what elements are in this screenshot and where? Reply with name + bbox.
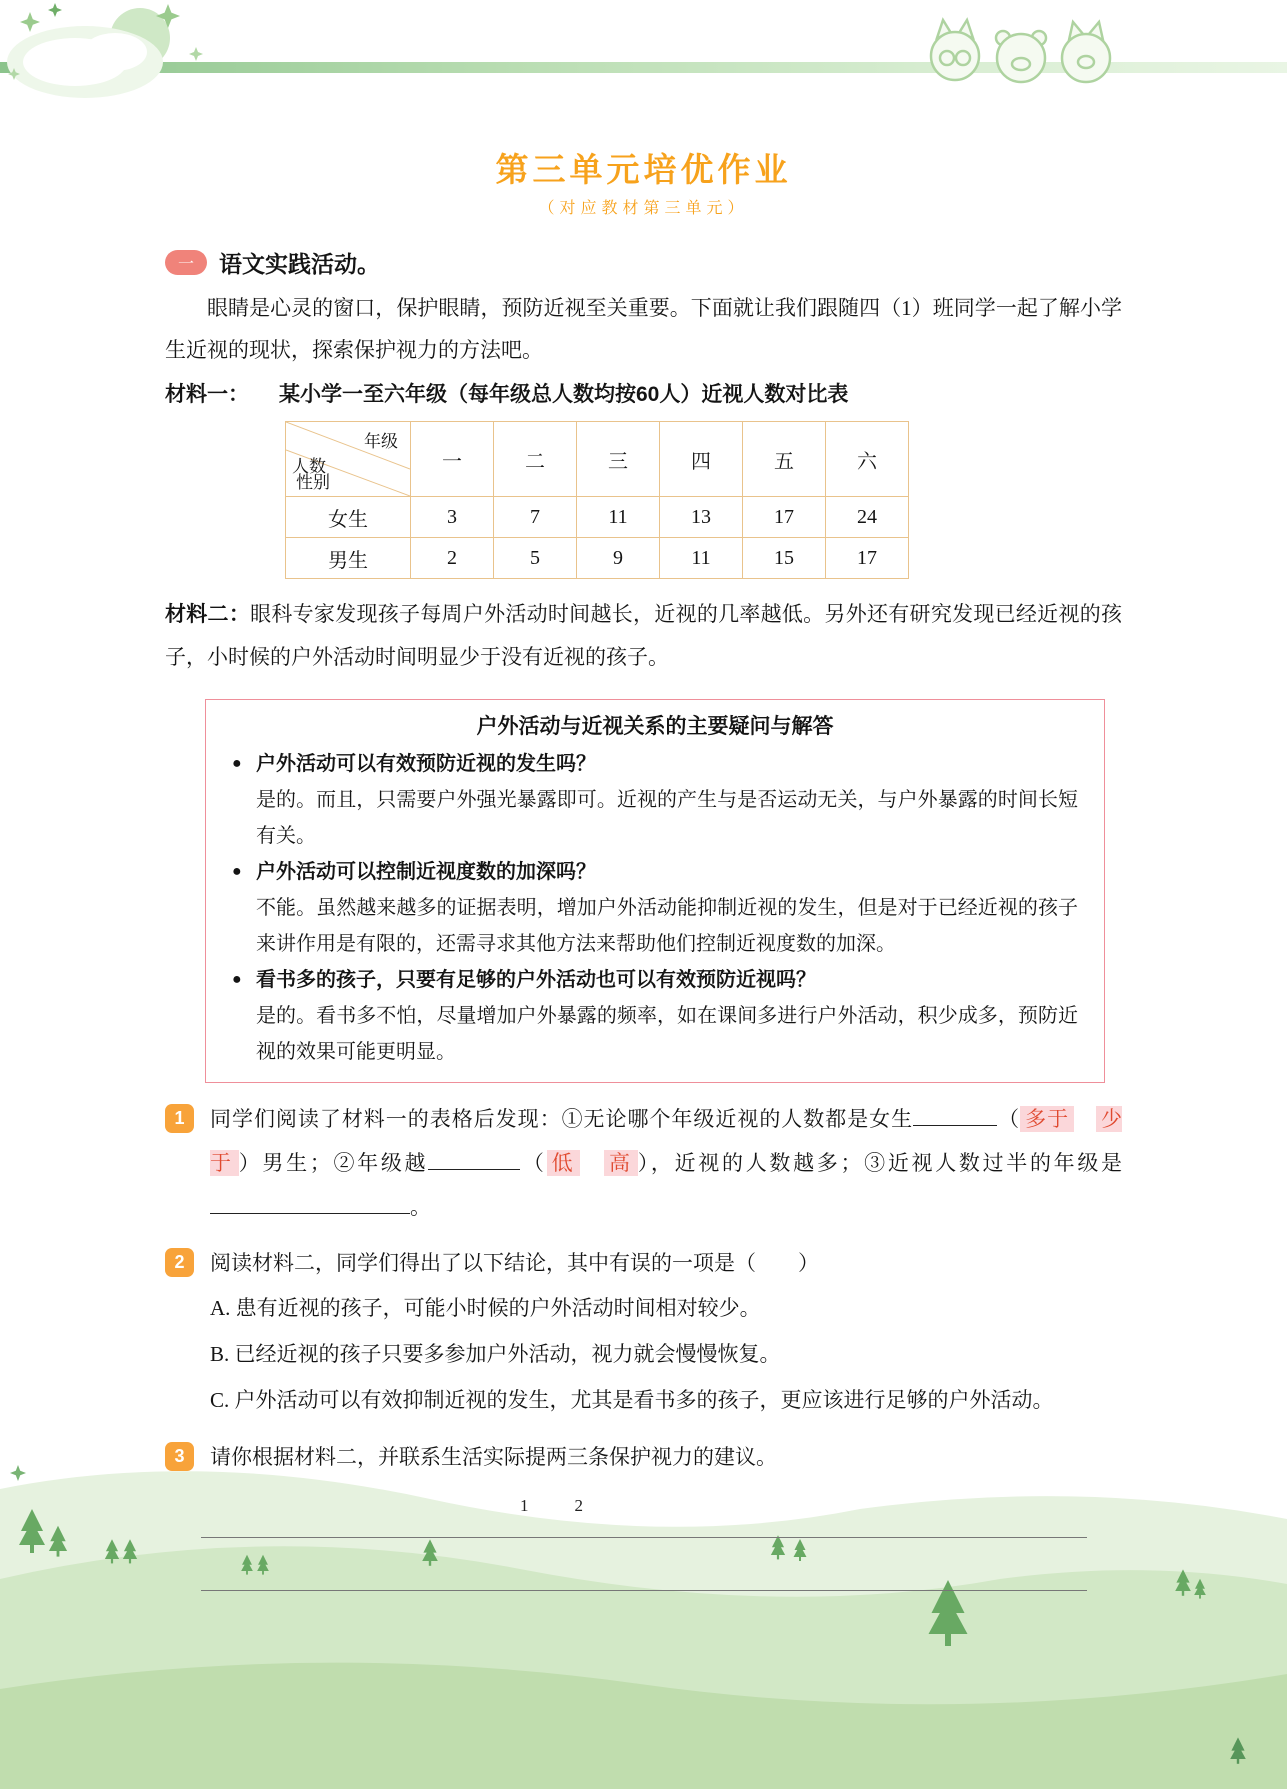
- table-cell: 2: [411, 538, 494, 579]
- page-number-right: 2: [574, 1496, 583, 1515]
- intro-paragraph: 眼睛是心灵的窗口，保护眼睛，预防近视至关重要。下面就让我们跟随四（1）班同学一起了解小学生近视的现状，探索保护视力的方法吧。: [165, 296, 1122, 362]
- row-label: 女生: [286, 497, 411, 538]
- question-text-segment: （: [520, 1151, 547, 1175]
- fill-in-blank: [428, 1149, 520, 1170]
- question-text-segment: [580, 1151, 604, 1175]
- question-number-badge: 1: [165, 1104, 194, 1133]
- table-column-header: 二: [494, 422, 577, 497]
- question-number-badge: 3: [165, 1442, 194, 1471]
- choice-option: C. 户外活动可以有效抑制近视的发生，尤其是看书多的孩子，更应该进行足够的户外活动。: [210, 1388, 1054, 1412]
- material1-heading: [165, 381, 1122, 409]
- question-text-segment: ）男生；②年级越: [238, 1151, 429, 1175]
- questions-list: [165, 1097, 1122, 1479]
- material2-paragraph: [165, 593, 1122, 678]
- corner-label-grade: 年级: [364, 432, 398, 451]
- qa-answer: 是的。看书多不怕，尽量增加户外暴露的频率，如在课间多进行户外活动，积少成多，预防近视的效果可能更明显。: [256, 1005, 1078, 1063]
- table-cell: 3: [411, 497, 494, 538]
- qa-answer: 是的。而且，只需要户外强光暴露即可。近视的产生与是否运动无关，与户外暴露的时间长短有关。: [256, 789, 1078, 847]
- question-text-segment: ），近视的人数越多；③近视人数过半的年级是: [637, 1151, 1123, 1175]
- question-text-segment: 。: [410, 1195, 431, 1219]
- question-1: [165, 1097, 1122, 1229]
- qa-question-text: 户外活动可以有效预防近视的发生吗？: [256, 753, 596, 775]
- page-subtitle: （对应教材第三单元）: [538, 200, 749, 217]
- qa-answer: 不能。虽然越来越多的证据表明，增加户外活动能抑制近视的发生，但是对于已经近视的孩子来讲作用是有限的，还需寻求其他方法来帮助他们控制近视度数的加深。: [256, 897, 1078, 955]
- question-body: [210, 1097, 1122, 1229]
- fill-in-blank: [913, 1105, 997, 1126]
- qa-box-title: 户外活动与近视关系的主要疑问与解答: [476, 715, 834, 738]
- question-text-segment: （: [997, 1107, 1021, 1131]
- bullet-icon: ●: [232, 755, 242, 772]
- table-cell: 17: [743, 497, 826, 538]
- table-column-header: 四: [660, 422, 743, 497]
- material2-text: 眼科专家发现孩子每周户外活动时间越长，近视的几率越低。另外还有研究发现已经近视的孩子，小时候的户外活动时间明显少于没有近视的孩子。: [165, 602, 1122, 669]
- qa-info-box: [205, 699, 1105, 1083]
- table-column-header: 五: [743, 422, 826, 497]
- table-cell: 7: [494, 497, 577, 538]
- page-title: 第三单元培优作业: [495, 151, 792, 188]
- table-cell: 15: [743, 538, 826, 579]
- myopia-data-table: [285, 421, 909, 579]
- qa-question-text: 看书多的孩子，只要有足够的户外活动也可以有效预防近视吗？: [256, 969, 816, 991]
- qa-question: [232, 854, 1078, 890]
- section-title: 语文实践活动。: [219, 251, 380, 277]
- question-text: 请你根据材料二，并联系生活实际提两三条保护视力的建议。: [210, 1445, 777, 1469]
- answer-option-highlight: 多于: [1020, 1106, 1074, 1132]
- table-row: [286, 497, 909, 538]
- bullet-icon: ●: [232, 863, 242, 880]
- answer-option-highlight: 高: [604, 1150, 638, 1176]
- table-column-header: 一: [411, 422, 494, 497]
- question-body: [210, 1241, 1122, 1423]
- question-number-badge: 2: [165, 1248, 194, 1277]
- question-body: [210, 1435, 1122, 1479]
- answer-option-highlight: 低: [547, 1150, 581, 1176]
- question-text-segment: 同学们阅读了材料一的表格后发现：①无论哪个年级近视的人数都是女生: [210, 1107, 914, 1131]
- material1-title: 某小学一至六年级（每年级总人数均按60人）近视人数对比表: [279, 383, 849, 406]
- question-2: [165, 1241, 1122, 1423]
- section-heading: [165, 246, 1122, 279]
- question-text: [210, 1097, 1122, 1229]
- choice-option: A. 患有近视的孩子，可能小时候的户外活动时间相对较少。: [210, 1296, 761, 1320]
- qa-question-text: 户外活动可以控制近视度数的加深吗？: [256, 861, 596, 883]
- table-cell: 17: [826, 538, 909, 579]
- table-cell: 5: [494, 538, 577, 579]
- table-cell: 11: [660, 538, 743, 579]
- corner-label-count: 人数: [292, 457, 326, 476]
- choice-option: B. 已经近视的孩子只要多参加户外活动，视力就会慢慢恢复。: [210, 1342, 781, 1366]
- table-cell: 11: [577, 497, 660, 538]
- table-body: [286, 497, 909, 579]
- table-corner-cell: [286, 422, 411, 497]
- question-3: [165, 1435, 1122, 1479]
- qa-items: [232, 746, 1078, 1070]
- qa-question: [232, 746, 1078, 782]
- answer-line: [201, 1538, 1087, 1591]
- answer-option-highlight: 少于: [210, 1107, 1123, 1175]
- question-text: 阅读材料二，同学们得出了以下结论，其中有误的一项是（ ）: [210, 1251, 819, 1275]
- question-text-segment: [1074, 1107, 1096, 1131]
- row-label: 男生: [286, 538, 411, 579]
- table-header-row: [286, 422, 909, 497]
- page-numbers: [520, 1496, 583, 1516]
- worksheet-content: [165, 0, 1122, 1591]
- table-column-header: 六: [826, 422, 909, 497]
- material2-label: 材料二：: [165, 603, 251, 626]
- bullet-icon: ●: [232, 971, 242, 988]
- qa-question: [232, 962, 1078, 998]
- answer-line: [201, 1485, 1087, 1538]
- section-number-badge: 一: [165, 250, 207, 275]
- table-cell: 9: [577, 538, 660, 579]
- table-row: [286, 538, 909, 579]
- material1-label: 材料一：: [165, 383, 249, 406]
- fill-in-blank: [210, 1193, 410, 1214]
- table-cell: 13: [660, 497, 743, 538]
- corner-label-gender: 性别: [296, 473, 330, 492]
- table-column-header: 三: [577, 422, 660, 497]
- table-cell: 24: [826, 497, 909, 538]
- page-number-left: 1: [520, 1496, 529, 1515]
